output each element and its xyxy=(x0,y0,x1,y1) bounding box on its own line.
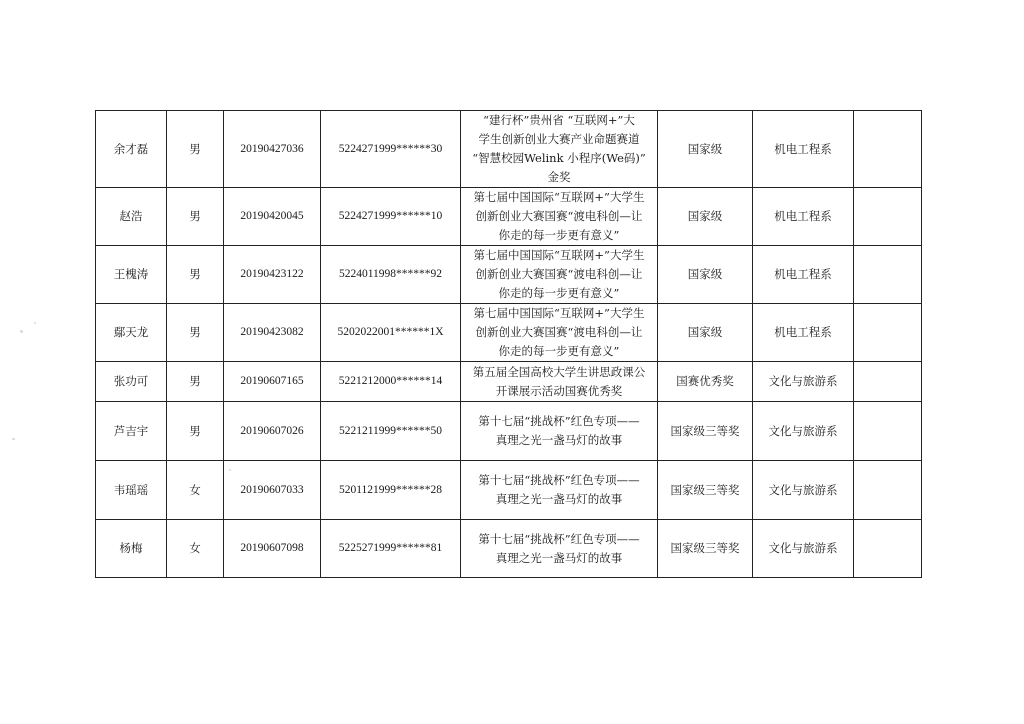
remark-cell xyxy=(854,111,922,188)
gender-cell: 男 xyxy=(167,246,224,304)
award-line: 开课展示活动国赛优秀奖 xyxy=(495,383,623,398)
student-name-cell: 王槐涛 xyxy=(96,246,167,304)
award-line: 真理之光一盏马灯的故事 xyxy=(495,492,623,506)
id-card-cell: 5201121999******28 xyxy=(321,461,461,520)
gender-cell: 男 xyxy=(167,362,224,402)
student-name-cell: 韦瑶瑶 xyxy=(96,461,167,520)
award-level-cell: 国家级 xyxy=(658,111,753,188)
table-row xyxy=(96,304,922,362)
award-line: 第五届全国高校大学生讲思政课公 xyxy=(472,364,646,379)
id-card-cell: 5224271999******10 xyxy=(321,188,461,246)
award-cell xyxy=(461,362,658,402)
award-line: 真理之光一盏马灯的故事 xyxy=(495,433,623,447)
department-cell: 机电工程系 xyxy=(753,246,854,304)
student-name-cell: 赵浩 xyxy=(96,188,167,246)
department-cell: 文化与旅游系 xyxy=(753,520,854,578)
scan-speck xyxy=(20,330,23,333)
id-card-cell: 5224011998******92 xyxy=(321,246,461,304)
table-row xyxy=(96,188,922,246)
award-cell xyxy=(461,304,658,362)
table-body xyxy=(96,111,922,578)
student-name-cell: 余才磊 xyxy=(96,111,167,188)
remark-cell xyxy=(854,362,922,402)
award-line: 你走的每一步更有意义” xyxy=(498,344,620,358)
scan-speck xyxy=(34,322,36,324)
table-row xyxy=(96,461,922,520)
remark-cell xyxy=(854,520,922,578)
student-id-cell: 20190607033 xyxy=(224,461,321,520)
department-cell: 文化与旅游系 xyxy=(753,461,854,520)
student-id-cell: 20190420045 xyxy=(224,188,321,246)
student-id-cell: 20190607098 xyxy=(224,520,321,578)
award-line: 第七届中国国际“互联网+”大学生 xyxy=(473,190,645,204)
remark-cell xyxy=(854,304,922,362)
scan-speck xyxy=(12,438,15,440)
award-line: 学生创新创业大赛产业命题赛道 xyxy=(478,132,640,146)
remark-cell xyxy=(854,246,922,304)
award-line: 创新创业大赛国赛“渡电科创—让 xyxy=(475,209,643,223)
award-line: 第十七届“挑战杯”红色专项—— xyxy=(478,531,640,546)
student-id-cell: 20190607165 xyxy=(224,362,321,402)
award-line: 你走的每一步更有意义” xyxy=(498,286,620,300)
department-cell: 机电工程系 xyxy=(753,188,854,246)
student-name-cell: 鄢天龙 xyxy=(96,304,167,362)
award-level-cell: 国家级 xyxy=(658,304,753,362)
student-id-cell: 20190423082 xyxy=(224,304,321,362)
table-row xyxy=(96,402,922,461)
award-cell xyxy=(461,188,658,246)
gender-cell: 男 xyxy=(167,188,224,246)
table-row xyxy=(96,520,922,578)
award-cell xyxy=(461,111,658,188)
remark-cell xyxy=(854,402,922,461)
gender-cell: 女 xyxy=(167,461,224,520)
department-cell: 文化与旅游系 xyxy=(753,402,854,461)
id-card-cell: 5221212000******14 xyxy=(321,362,461,402)
gender-cell: 男 xyxy=(167,111,224,188)
award-line: 第十七届“挑战杯”红色专项—— xyxy=(478,414,640,428)
student-name-cell: 张功可 xyxy=(96,362,167,402)
award-line: “建行杯”贵州省 “互联网+”大 xyxy=(483,113,635,127)
award-level-cell: 国家级 xyxy=(658,188,753,246)
student-id-cell: 20190423122 xyxy=(224,246,321,304)
gender-cell: 女 xyxy=(167,520,224,578)
award-cell xyxy=(461,520,658,578)
award-line: 创新创业大赛国赛“渡电科创—让 xyxy=(475,267,643,281)
award-line: 第七届中国国际“互联网+”大学生 xyxy=(473,306,645,320)
id-card-cell: 5225271999******81 xyxy=(321,520,461,578)
table-row xyxy=(96,111,922,188)
award-level-cell: 国家级三等奖 xyxy=(658,461,753,520)
department-cell: 机电工程系 xyxy=(753,304,854,362)
gender-cell: 男 xyxy=(167,304,224,362)
award-level-cell: 国家级三等奖 xyxy=(658,520,753,578)
award-level-cell: 国家级 xyxy=(658,246,753,304)
department-cell: 机电工程系 xyxy=(753,111,854,188)
id-card-cell: 5224271999******30 xyxy=(321,111,461,188)
award-line: 真理之光一盏马灯的故事 xyxy=(495,550,623,565)
id-card-cell: 5221211999******50 xyxy=(321,402,461,461)
table-row xyxy=(96,246,922,304)
student-name-cell: 杨梅 xyxy=(96,520,167,578)
award-line: “智慧校园Welink 小程序(We码)” xyxy=(472,151,646,165)
student-id-cell: 20190607026 xyxy=(224,402,321,461)
award-line: 第十七届“挑战杯”红色专项—— xyxy=(478,473,640,487)
gender-cell: 男 xyxy=(167,402,224,461)
award-cell xyxy=(461,402,658,461)
award-table xyxy=(95,110,922,578)
table-row xyxy=(96,362,922,402)
award-level-cell: 国赛优秀奖 xyxy=(658,362,753,402)
student-id-cell: 20190427036 xyxy=(224,111,321,188)
award-line: 金奖 xyxy=(547,170,571,184)
award-line: 你走的每一步更有意义” xyxy=(498,228,620,242)
award-cell xyxy=(461,246,658,304)
award-line: 创新创业大赛国赛“渡电科创—让 xyxy=(475,325,643,339)
award-cell xyxy=(461,461,658,520)
remark-cell xyxy=(854,188,922,246)
award-line: 第七届中国国际“互联网+”大学生 xyxy=(473,248,645,262)
id-card-cell: 5202022001******1X xyxy=(321,304,461,362)
remark-cell xyxy=(854,461,922,520)
award-level-cell: 国家级三等奖 xyxy=(658,402,753,461)
student-name-cell: 芦吉宇 xyxy=(96,402,167,461)
department-cell: 文化与旅游系 xyxy=(753,362,854,402)
